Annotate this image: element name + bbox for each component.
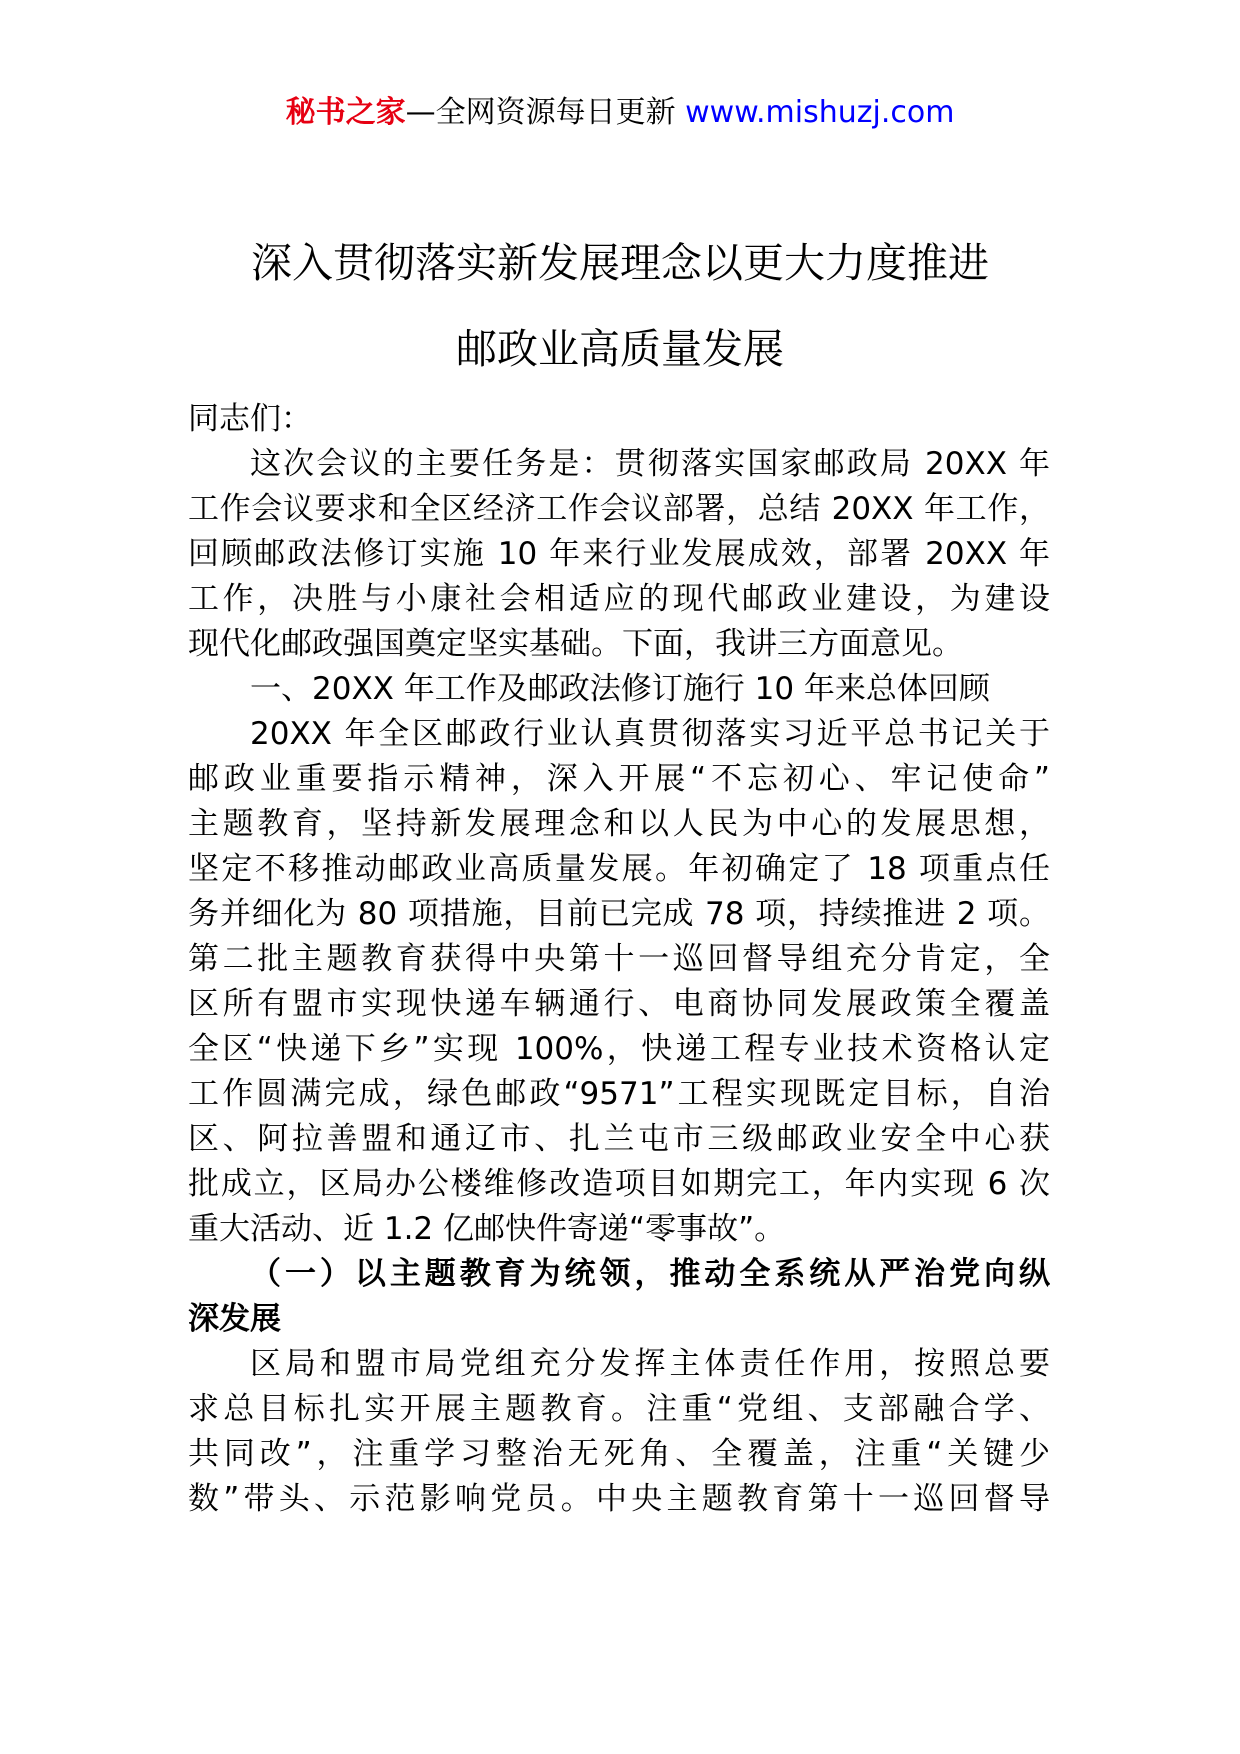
body-line: 回顾邮政法修订实施 10 年来行业发展成效，部署 20XX 年: [188, 536, 1050, 572]
body-line: 区局和盟市局党组充分发挥主体责任作用，按照总要: [250, 1346, 1050, 1382]
document-title-line-1: 深入贯彻落实新发展理念以更大力度推进: [251, 239, 989, 287]
section-heading-1: 一、20XX 年工作及邮政法修订施行 10 年来总体回顾: [250, 671, 990, 707]
subsection-heading-1: （一）以主题教育为统领，推动全系统从严治党向纵: [250, 1256, 1050, 1292]
body-line: 区、阿拉善盟和通辽市、扎兰屯市三级邮政业安全中心获: [188, 1121, 1050, 1157]
subsection-heading-1-cont: 深发展: [188, 1301, 281, 1337]
body-line: 第二批主题教育获得中央第十一巡回督导组充分肯定，全: [188, 941, 1050, 977]
salutation: 同志们：: [188, 401, 312, 437]
body-line: 全区“快递下乡”实现 100%，快递工程专业技术资格认定: [188, 1031, 1050, 1067]
body-line: 批成立，区局办公楼维修改造项目如期完工，年内实现 6 次: [188, 1166, 1050, 1202]
body-line: 区所有盟市实现快递车辆通行、电商协同发展政策全覆盖: [188, 986, 1050, 1022]
body-line: 重大活动、近 1.2 亿邮快件寄递“零事故”。: [188, 1211, 786, 1247]
brand-url-link[interactable]: www.mishuzj.com: [685, 95, 955, 130]
body-line: 工作，决胜与小康社会相适应的现代邮政业建设，为建设: [188, 581, 1050, 617]
body-line: 务并细化为 80 项措施，目前已完成 78 项，持续推进 2 项。: [188, 896, 1050, 932]
body-line: 邮政业重要指示精神，深入开展“不忘初心、牢记使命”: [188, 761, 1050, 797]
body-line: 求总目标扎实开展主题教育。注重“党组、支部融合学、: [188, 1391, 1050, 1427]
body-line: 坚定不移推动邮政业高质量发展。年初确定了 18 项重点任: [188, 851, 1050, 887]
body-line: 工作会议要求和全区经济工作会议部署，总结 20XX 年工作，: [188, 491, 1050, 527]
body-line: 主题教育，坚持新发展理念和以人民为中心的发展思想，: [188, 806, 1050, 842]
body-line: 20XX 年全区邮政行业认真贯彻落实习近平总书记关于: [250, 716, 1050, 752]
brand-slogan: —全网资源每日更新: [405, 95, 676, 130]
body-line: 数”带头、示范影响党员。中央主题教育第十一巡回督导: [188, 1481, 1050, 1517]
document-body: [188, 397, 1050, 1522]
site-header: [0, 95, 1240, 130]
document-title-line-2: 邮政业高质量发展: [456, 325, 784, 373]
body-line: 共同改”，注重学习整治无死角、全覆盖，注重“关键少: [188, 1436, 1050, 1472]
brand-name: 秘书之家: [285, 95, 406, 130]
body-line: 工作圆满完成，绿色邮政“9571”工程实现既定目标，自治: [188, 1076, 1050, 1112]
body-line: 现代化邮政强国奠定坚实基础。下面，我讲三方面意见。: [188, 626, 963, 662]
body-line: 这次会议的主要任务是：贯彻落实国家邮政局 20XX 年: [250, 446, 1050, 482]
